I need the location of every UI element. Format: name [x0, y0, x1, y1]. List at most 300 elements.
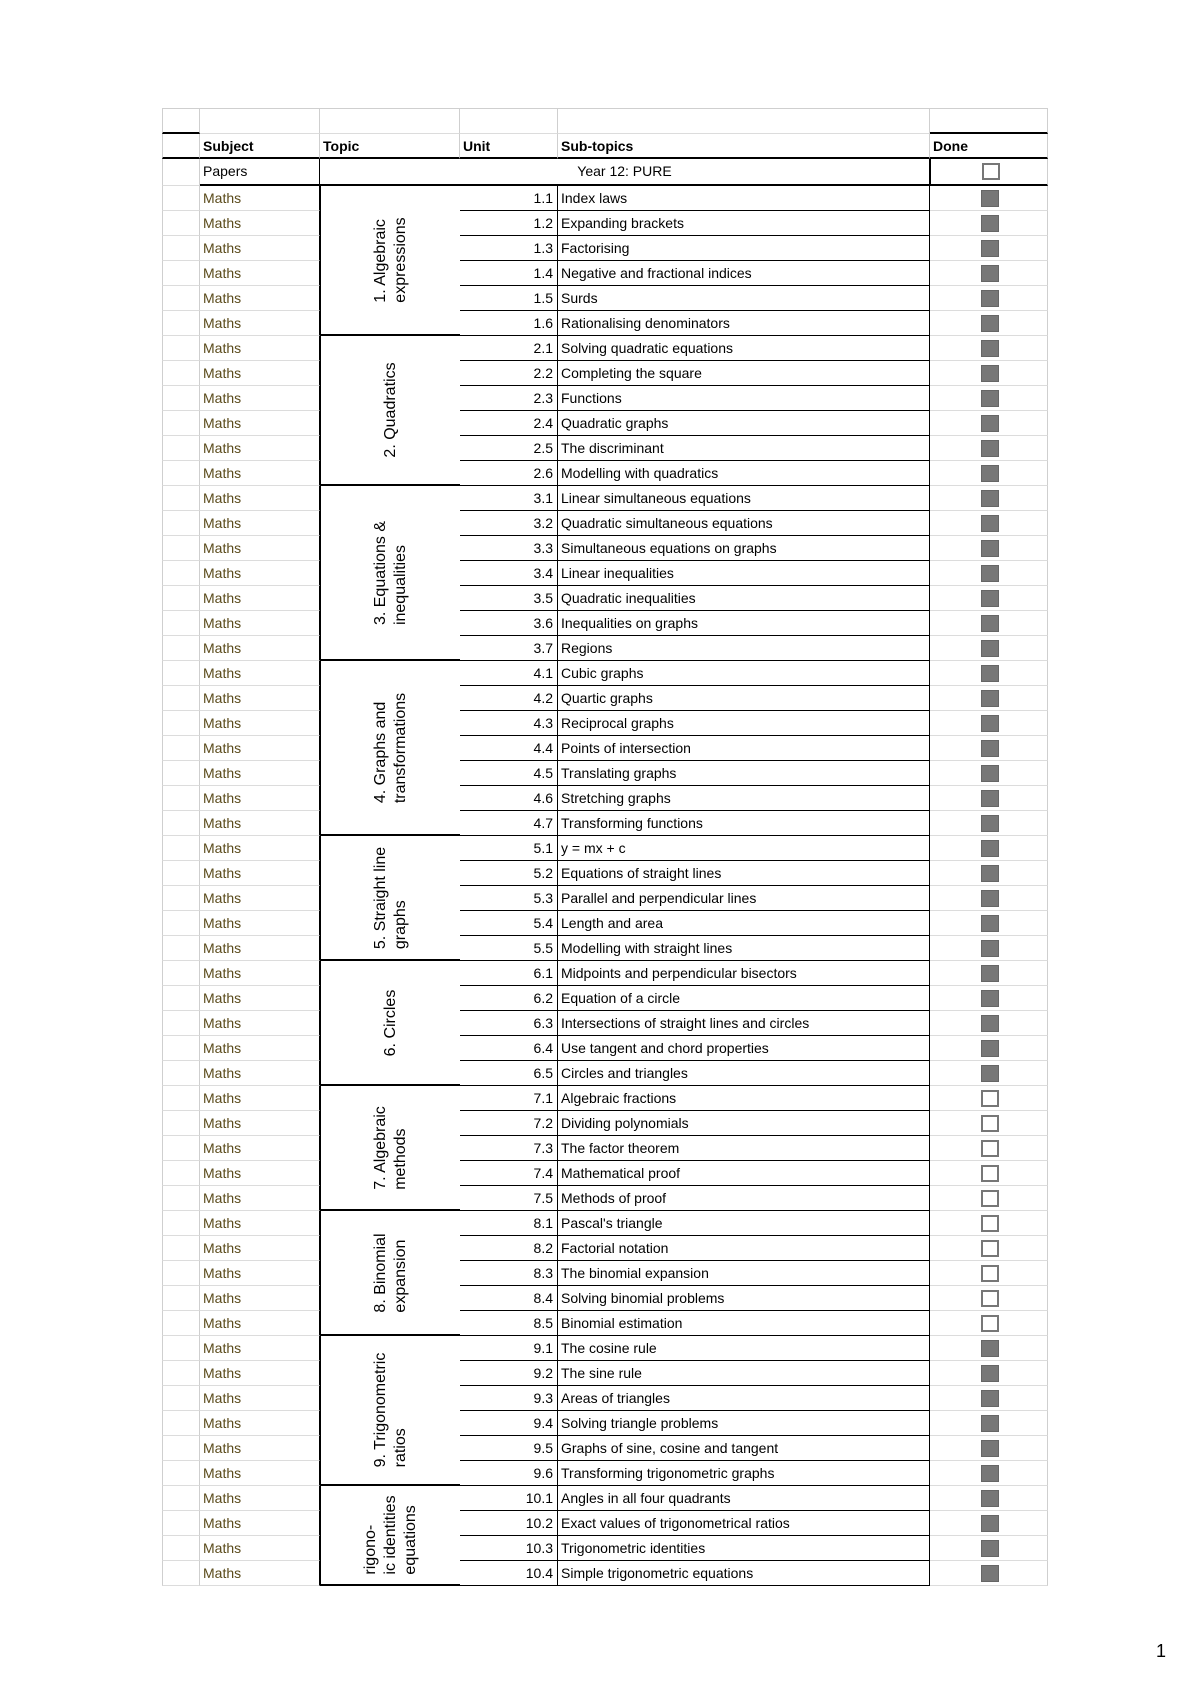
unit-cell: 7.4 — [460, 1161, 558, 1186]
table-row — [162, 536, 1048, 561]
subject-cell: Maths — [200, 1411, 320, 1436]
unit-cell: 1.6 — [460, 311, 558, 336]
done-checkbox[interactable] — [981, 590, 999, 607]
subtopic-cell: The cosine rule — [558, 1336, 930, 1361]
unit-cell: 2.1 — [460, 336, 558, 361]
subject-cell: Maths — [200, 961, 320, 986]
table-row — [162, 1486, 1048, 1511]
table-row — [162, 561, 1048, 586]
done-checkbox[interactable] — [981, 915, 999, 932]
unit-cell: 3.6 — [460, 611, 558, 636]
subject-cell: Maths — [200, 1161, 320, 1186]
subject-cell: Maths — [200, 861, 320, 886]
done-checkbox[interactable] — [981, 1490, 999, 1507]
papers-row — [162, 159, 1048, 186]
header-subject: Subject — [200, 134, 320, 159]
subject-cell: Maths — [200, 1561, 320, 1586]
subtopic-cell: Inequalities on graphs — [558, 611, 930, 636]
table-row — [162, 611, 1048, 636]
unit-cell: 1.1 — [460, 186, 558, 211]
subject-cell: Maths — [200, 1536, 320, 1561]
subject-cell: Maths — [200, 1311, 320, 1336]
subtopic-cell: Circles and triangles — [558, 1061, 930, 1086]
subject-cell: Maths — [200, 561, 320, 586]
done-checkbox[interactable] — [981, 365, 999, 382]
table-row — [162, 1261, 1048, 1286]
subtopic-cell: Factorial notation — [558, 1236, 930, 1261]
done-checkbox[interactable] — [981, 215, 999, 232]
header-topic: Topic — [320, 134, 460, 159]
subtopic-cell: Expanding brackets — [558, 211, 930, 236]
done-checkbox[interactable] — [981, 1315, 999, 1332]
done-checkbox[interactable] — [981, 840, 999, 857]
topic-label: 9. Trigonometric ratios — [371, 1352, 409, 1468]
table-row — [162, 911, 1048, 936]
subject-cell: Maths — [200, 1136, 320, 1161]
table-row — [162, 761, 1048, 786]
subject-cell: Maths — [200, 1186, 320, 1211]
unit-cell: 4.3 — [460, 711, 558, 736]
unit-cell: 2.3 — [460, 386, 558, 411]
table-row — [162, 936, 1048, 961]
subject-cell: Maths — [200, 1236, 320, 1261]
subtopic-cell: Quadratic inequalities — [558, 586, 930, 611]
subject-cell: Maths — [200, 311, 320, 336]
subject-cell: Maths — [200, 786, 320, 811]
table-row — [162, 1061, 1048, 1086]
subtopic-cell: Equations of straight lines — [558, 861, 930, 886]
done-checkbox[interactable] — [981, 1240, 999, 1257]
subject-cell: Maths — [200, 911, 320, 936]
papers-label: Papers — [200, 159, 320, 186]
subject-cell: Maths — [200, 836, 320, 861]
done-checkbox[interactable] — [981, 1390, 999, 1407]
table-row — [162, 1361, 1048, 1386]
subject-cell: Maths — [200, 936, 320, 961]
subtopic-cell: The discriminant — [558, 436, 930, 461]
unit-cell: 3.2 — [460, 511, 558, 536]
subject-cell: Maths — [200, 211, 320, 236]
table-row — [162, 886, 1048, 911]
subject-cell: Maths — [200, 686, 320, 711]
unit-cell: 5.4 — [460, 911, 558, 936]
papers-checkbox[interactable] — [982, 163, 1000, 180]
subtopic-cell: Quartic graphs — [558, 686, 930, 711]
table-row — [162, 1136, 1048, 1161]
table-row — [162, 836, 1048, 861]
topic-label: 2. Quadratics — [381, 362, 399, 458]
subtopic-cell: Rationalising denominators — [558, 311, 930, 336]
done-checkbox[interactable] — [981, 1265, 999, 1282]
unit-cell: 2.4 — [460, 411, 558, 436]
table-row — [162, 236, 1048, 261]
page-number: 1 — [1155, 1641, 1166, 1661]
table-row — [162, 1036, 1048, 1061]
table-row — [162, 261, 1048, 286]
table-row — [162, 311, 1048, 336]
subtopic-cell: Graphs of sine, cosine and tangent — [558, 1436, 930, 1461]
subject-cell: Maths — [200, 1261, 320, 1286]
subtopic-cell: Solving quadratic equations — [558, 336, 930, 361]
subtopic-cell: Translating graphs — [558, 761, 930, 786]
subject-cell: Maths — [200, 486, 320, 511]
topic-label: 5. Straight line graphs — [371, 846, 409, 949]
subject-cell: Maths — [200, 586, 320, 611]
blank-row — [162, 108, 1048, 134]
subject-cell: Maths — [200, 1336, 320, 1361]
done-checkbox[interactable] — [981, 1340, 999, 1357]
subtopic-cell: Stretching graphs — [558, 786, 930, 811]
table-row — [162, 361, 1048, 386]
done-checkbox[interactable] — [981, 1440, 999, 1457]
subtopic-cell: y = mx + c — [558, 836, 930, 861]
unit-cell: 6.5 — [460, 1061, 558, 1086]
table-row — [162, 211, 1048, 236]
unit-cell: 10.3 — [460, 1536, 558, 1561]
done-checkbox[interactable] — [981, 1090, 999, 1107]
table-row — [162, 636, 1048, 661]
done-checkbox[interactable] — [981, 690, 999, 707]
topic-cell — [320, 961, 460, 1086]
unit-cell: 6.1 — [460, 961, 558, 986]
subject-cell: Maths — [200, 661, 320, 686]
table-row — [162, 1461, 1048, 1486]
table-row — [162, 1111, 1048, 1136]
subject-cell: Maths — [200, 1211, 320, 1236]
table-row — [162, 711, 1048, 736]
unit-cell: 5.2 — [460, 861, 558, 886]
done-checkbox[interactable] — [981, 1065, 999, 1082]
table-row — [162, 961, 1048, 986]
done-checkbox[interactable] — [981, 615, 999, 632]
table-row — [162, 436, 1048, 461]
table-row — [162, 286, 1048, 311]
done-checkbox[interactable] — [981, 315, 999, 332]
subtopic-cell: Modelling with straight lines — [558, 936, 930, 961]
subject-cell: Maths — [200, 436, 320, 461]
done-checkbox[interactable] — [981, 815, 999, 832]
subject-cell: Maths — [200, 811, 320, 836]
header-unit: Unit — [460, 134, 558, 159]
subtopic-cell: Pascal's triangle — [558, 1211, 930, 1236]
done-checkbox[interactable] — [981, 1015, 999, 1032]
subject-cell: Maths — [200, 536, 320, 561]
done-checkbox[interactable] — [981, 565, 999, 582]
unit-cell: 4.7 — [460, 811, 558, 836]
done-checkbox[interactable] — [981, 790, 999, 807]
table-row — [162, 661, 1048, 686]
table-row — [162, 1161, 1048, 1186]
unit-cell: 7.1 — [460, 1086, 558, 1111]
unit-cell: 10.4 — [460, 1561, 558, 1586]
topic-label: rigono- ic identities equations — [361, 1495, 419, 1575]
subtopic-cell: Factorising — [558, 236, 930, 261]
subtopic-cell: Linear inequalities — [558, 561, 930, 586]
topic-cell — [320, 1336, 460, 1486]
table-row — [162, 1311, 1048, 1336]
unit-cell: 10.2 — [460, 1511, 558, 1536]
subject-cell: Maths — [200, 286, 320, 311]
done-checkbox[interactable] — [981, 715, 999, 732]
topic-cell — [320, 336, 460, 486]
subtopic-cell: Transforming functions — [558, 811, 930, 836]
subtopic-cell: Index laws — [558, 186, 930, 211]
unit-cell: 7.5 — [460, 1186, 558, 1211]
unit-cell: 9.4 — [460, 1411, 558, 1436]
done-checkbox[interactable] — [981, 1415, 999, 1432]
subject-cell: Maths — [200, 886, 320, 911]
done-checkbox[interactable] — [981, 490, 999, 507]
unit-cell: 5.3 — [460, 886, 558, 911]
table-row — [162, 736, 1048, 761]
subtopic-cell: Regions — [558, 636, 930, 661]
table-row — [162, 1336, 1048, 1361]
unit-cell: 5.1 — [460, 836, 558, 861]
subject-cell: Maths — [200, 1511, 320, 1536]
subtopic-cell: Cubic graphs — [558, 661, 930, 686]
done-checkbox[interactable] — [981, 1365, 999, 1382]
done-checkbox[interactable] — [981, 265, 999, 282]
unit-cell: 4.5 — [460, 761, 558, 786]
done-checkbox[interactable] — [981, 740, 999, 757]
subtopic-cell: The binomial expansion — [558, 1261, 930, 1286]
subject-cell: Maths — [200, 611, 320, 636]
done-checkbox[interactable] — [981, 390, 999, 407]
subject-cell: Maths — [200, 1286, 320, 1311]
table-row — [162, 461, 1048, 486]
topic-label: 6. Circles — [381, 989, 399, 1056]
subtopic-cell: The factor theorem — [558, 1136, 930, 1161]
subject-cell: Maths — [200, 636, 320, 661]
done-checkbox[interactable] — [981, 1540, 999, 1557]
table-row — [162, 811, 1048, 836]
subject-cell: Maths — [200, 1361, 320, 1386]
subtopic-cell: Simultaneous equations on graphs — [558, 536, 930, 561]
table-row — [162, 1511, 1048, 1536]
unit-cell: 1.4 — [460, 261, 558, 286]
unit-cell: 7.3 — [460, 1136, 558, 1161]
table-row — [162, 1236, 1048, 1261]
done-checkbox[interactable] — [981, 1040, 999, 1057]
unit-cell: 9.3 — [460, 1386, 558, 1411]
done-checkbox[interactable] — [981, 465, 999, 482]
subtopic-cell: Exact values of trigonometrical ratios — [558, 1511, 930, 1536]
subject-cell: Maths — [200, 711, 320, 736]
done-checkbox[interactable] — [981, 1115, 999, 1132]
table-row — [162, 686, 1048, 711]
topic-cell — [320, 1211, 460, 1336]
table-row — [162, 1186, 1048, 1211]
subtopic-cell: Midpoints and perpendicular bisectors — [558, 961, 930, 986]
subtopic-cell: Functions — [558, 386, 930, 411]
subject-cell: Maths — [200, 461, 320, 486]
topic-cell — [320, 486, 460, 661]
table-row — [162, 1561, 1048, 1586]
unit-cell: 7.2 — [460, 1111, 558, 1136]
done-checkbox[interactable] — [981, 515, 999, 532]
subtopic-cell: Angles in all four quadrants — [558, 1486, 930, 1511]
subject-cell: Maths — [200, 1461, 320, 1486]
table-row — [162, 786, 1048, 811]
done-checkbox[interactable] — [981, 440, 999, 457]
table-row — [162, 386, 1048, 411]
subtopic-cell: Areas of triangles — [558, 1386, 930, 1411]
subject-cell: Maths — [200, 386, 320, 411]
subtopic-cell: Solving triangle problems — [558, 1411, 930, 1436]
subtopic-cell: Points of intersection — [558, 736, 930, 761]
header-row — [162, 134, 1048, 159]
unit-cell: 1.5 — [460, 286, 558, 311]
done-checkbox[interactable] — [981, 765, 999, 782]
subtopic-cell: Linear simultaneous equations — [558, 486, 930, 511]
done-checkbox[interactable] — [981, 665, 999, 682]
done-checkbox[interactable] — [981, 340, 999, 357]
done-checkbox[interactable] — [981, 865, 999, 882]
table-row — [162, 336, 1048, 361]
subtopic-cell: Dividing polynomials — [558, 1111, 930, 1136]
table-row — [162, 1536, 1048, 1561]
subject-cell: Maths — [200, 1011, 320, 1036]
subject-cell: Maths — [200, 986, 320, 1011]
topic-cell — [320, 186, 460, 336]
done-checkbox[interactable] — [981, 940, 999, 957]
subject-cell: Maths — [200, 1111, 320, 1136]
subtopic-cell: Negative and fractional indices — [558, 261, 930, 286]
unit-cell: 4.2 — [460, 686, 558, 711]
table-row — [162, 1086, 1048, 1111]
subtopic-cell: Binomial estimation — [558, 1311, 930, 1336]
subtopic-cell: Simple trigonometric equations — [558, 1561, 930, 1586]
unit-cell: 2.6 — [460, 461, 558, 486]
subject-cell: Maths — [200, 361, 320, 386]
subject-cell: Maths — [200, 1086, 320, 1111]
subtopic-cell: Transforming trigonometric graphs — [558, 1461, 930, 1486]
done-checkbox[interactable] — [981, 190, 999, 207]
subject-cell: Maths — [200, 736, 320, 761]
topic-cell — [320, 1086, 460, 1211]
unit-cell: 9.1 — [460, 1336, 558, 1361]
unit-cell: 4.6 — [460, 786, 558, 811]
table-row — [162, 411, 1048, 436]
done-checkbox[interactable] — [981, 1165, 999, 1182]
subtopic-cell: The sine rule — [558, 1361, 930, 1386]
table-row — [162, 511, 1048, 536]
subtopic-cell: Quadratic graphs — [558, 411, 930, 436]
done-checkbox[interactable] — [981, 415, 999, 432]
topic-label: 7. Algebraic methods — [371, 1105, 409, 1190]
topic-label: 4. Graphs and transformations — [371, 692, 409, 803]
unit-cell: 6.3 — [460, 1011, 558, 1036]
done-checkbox[interactable] — [981, 965, 999, 982]
unit-cell: 6.4 — [460, 1036, 558, 1061]
unit-cell: 8.2 — [460, 1236, 558, 1261]
done-checkbox[interactable] — [981, 990, 999, 1007]
unit-cell: 8.3 — [460, 1261, 558, 1286]
table-row — [162, 186, 1048, 211]
header-subtopics: Sub-topics — [558, 134, 930, 159]
subtopic-cell: Length and area — [558, 911, 930, 936]
subject-cell: Maths — [200, 1486, 320, 1511]
subtopic-cell: Mathematical proof — [558, 1161, 930, 1186]
subtopic-cell: Completing the square — [558, 361, 930, 386]
unit-cell: 6.2 — [460, 986, 558, 1011]
unit-cell: 4.1 — [460, 661, 558, 686]
subtopic-cell: Reciprocal graphs — [558, 711, 930, 736]
unit-cell: 9.6 — [460, 1461, 558, 1486]
subtopic-cell: Equation of a circle — [558, 986, 930, 1011]
done-checkbox[interactable] — [981, 890, 999, 907]
subject-cell: Maths — [200, 1386, 320, 1411]
table-row — [162, 486, 1048, 511]
table-row — [162, 861, 1048, 886]
table-row — [162, 1011, 1048, 1036]
subject-cell: Maths — [200, 1036, 320, 1061]
unit-cell: 8.5 — [460, 1311, 558, 1336]
done-checkbox[interactable] — [981, 290, 999, 307]
subtopic-cell: Modelling with quadratics — [558, 461, 930, 486]
done-checkbox[interactable] — [981, 1565, 999, 1582]
table-row — [162, 586, 1048, 611]
subtopic-cell: Quadratic simultaneous equations — [558, 511, 930, 536]
unit-cell: 1.2 — [460, 211, 558, 236]
table-row — [162, 986, 1048, 1011]
done-checkbox[interactable] — [981, 1515, 999, 1532]
done-checkbox[interactable] — [981, 1290, 999, 1307]
table-row — [162, 1436, 1048, 1461]
subtopic-cell: Algebraic fractions — [558, 1086, 930, 1111]
subtopic-cell: Intersections of straight lines and circles — [558, 1011, 930, 1036]
unit-cell: 3.5 — [460, 586, 558, 611]
table-row — [162, 1286, 1048, 1311]
done-checkbox[interactable] — [981, 1215, 999, 1232]
subject-cell: Maths — [200, 1436, 320, 1461]
subtopic-cell: Trigonometric identities — [558, 1536, 930, 1561]
topic-cell — [320, 836, 460, 961]
topic-label: 1. Algebraic expressions — [371, 217, 409, 303]
subject-cell: Maths — [200, 411, 320, 436]
header-done: Done — [930, 134, 1048, 159]
subtopic-cell: Use tangent and chord properties — [558, 1036, 930, 1061]
unit-cell: 2.2 — [460, 361, 558, 386]
topic-label: 3. Equations & inequalities — [371, 520, 409, 625]
done-checkbox[interactable] — [981, 240, 999, 257]
unit-cell: 5.5 — [460, 936, 558, 961]
subject-cell: Maths — [200, 186, 320, 211]
table-row — [162, 1411, 1048, 1436]
unit-cell: 3.4 — [460, 561, 558, 586]
subject-cell: Maths — [200, 236, 320, 261]
unit-cell: 2.5 — [460, 436, 558, 461]
done-checkbox[interactable] — [981, 1190, 999, 1207]
done-checkbox[interactable] — [981, 540, 999, 557]
done-checkbox[interactable] — [981, 1465, 999, 1482]
table-row — [162, 1386, 1048, 1411]
topic-label: 8. Binomial expansion — [371, 1232, 409, 1313]
unit-cell: 4.4 — [460, 736, 558, 761]
unit-cell: 3.3 — [460, 536, 558, 561]
unit-cell: 3.1 — [460, 486, 558, 511]
done-checkbox[interactable] — [981, 1140, 999, 1157]
done-checkbox[interactable] — [981, 640, 999, 657]
unit-cell: 3.7 — [460, 636, 558, 661]
papers-title: Year 12: PURE — [320, 159, 930, 186]
subtopic-cell: Methods of proof — [558, 1186, 930, 1211]
topic-cell — [320, 1486, 460, 1586]
subject-cell: Maths — [200, 261, 320, 286]
unit-cell: 1.3 — [460, 236, 558, 261]
subtopic-cell: Surds — [558, 286, 930, 311]
subject-cell: Maths — [200, 1061, 320, 1086]
